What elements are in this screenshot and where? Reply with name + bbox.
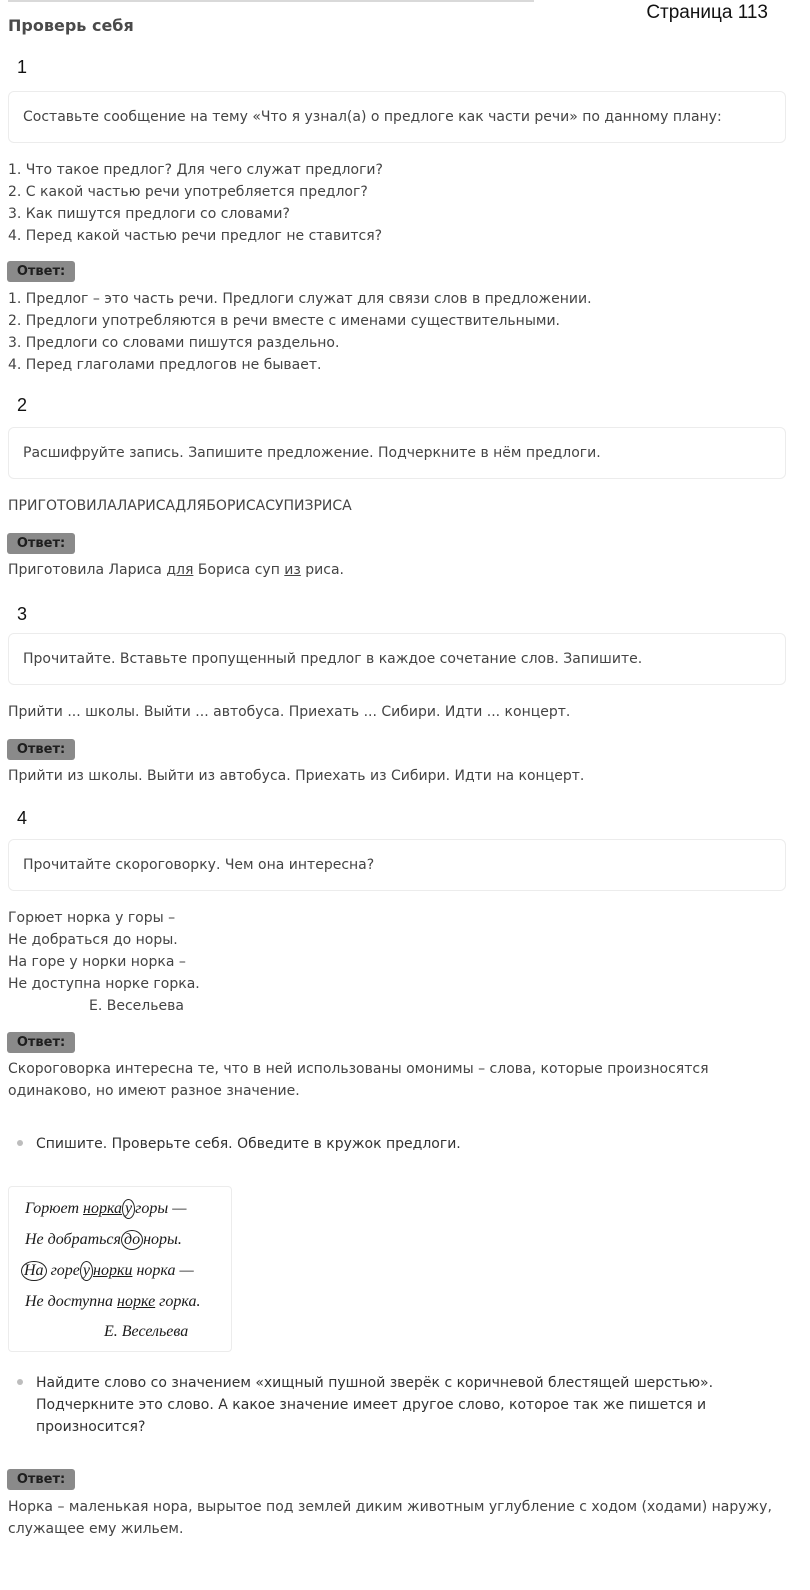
- poem-line-2: Не добраться до норы.: [8, 932, 178, 948]
- poem-answer-line-1: [25, 1199, 186, 1219]
- answer-badge: Ответ:: [7, 1469, 75, 1490]
- poem-word: Горюет: [25, 1200, 83, 1217]
- bullet-2-line-3: произносится?: [36, 1419, 146, 1435]
- answer-badge: Ответ:: [7, 739, 75, 760]
- poem-word: Не доступна: [25, 1293, 118, 1310]
- poem-answer-author: Е. Весельева: [104, 1323, 189, 1340]
- poem-word: Не добраться: [25, 1231, 121, 1248]
- answer-line-3: 3. Предлоги со словами пишутся раздельно.: [8, 335, 340, 351]
- bullet-2-text: [36, 1372, 736, 1438]
- task-1-questions: [8, 159, 383, 247]
- underlined-word: норки: [93, 1262, 133, 1279]
- underlined-word: норке: [117, 1293, 156, 1310]
- task-1-answers: [8, 288, 592, 376]
- poem-answer-line-3: [21, 1261, 194, 1281]
- poem-word: норы.: [143, 1231, 182, 1248]
- poem-line-1: Горюет норка у горы –: [8, 910, 176, 926]
- answer-line-2: одинаково, но имеют разное значение.: [8, 1083, 300, 1099]
- question-3: 3. Как пишутся предлоги со словами?: [8, 206, 290, 222]
- top-divider: [8, 0, 534, 2]
- task-4-poem: [8, 907, 200, 1017]
- answer-line-1: Скороговорка интересна те, что в ней использованы омонимы – слова, которые произносятся: [8, 1061, 709, 1077]
- answer-line-4: 4. Перед глаголами предлогов не бывает.: [8, 357, 322, 373]
- poem-word: норка —: [132, 1262, 194, 1279]
- task-3-number: 3: [17, 604, 28, 624]
- poem-line-3: На горе у норки норка –: [8, 954, 186, 970]
- poem-word: горка.: [155, 1293, 201, 1310]
- final-answer: [8, 1496, 772, 1540]
- task-1-prompt: Составьте сообщение на тему «Что я узнал(а) о предлоге как части речи» по данному плану:: [23, 109, 722, 125]
- bullet-1-text: Спишите. Проверьте себя. Обведите в кружок предлоги.: [36, 1136, 461, 1152]
- poem-answer-line-4: [25, 1293, 201, 1311]
- final-answer-line-1: Норка – маленькая нора, вырытое под землей диким животным углубление с ходом (ходами) наружу,: [8, 1499, 772, 1515]
- task-2-number: 2: [17, 395, 28, 415]
- task-2-card: [8, 427, 786, 479]
- task-4-answer: [8, 1058, 709, 1102]
- answer-text: риса.: [300, 562, 345, 578]
- task-4-card: [8, 839, 786, 891]
- answer-line-1: 1. Предлог – это часть речи. Предлоги служат для связи слов в предложении.: [8, 291, 592, 307]
- circled-preposition: у: [122, 1199, 135, 1219]
- task-3-card: [8, 633, 786, 685]
- task-3-text: Прийти ... школы. Выйти ... автобуса. Приехать ... Сибири. Идти ... концерт.: [8, 704, 571, 720]
- bullet-icon: [17, 1140, 23, 1146]
- task-2-answer: [8, 559, 344, 581]
- poem-answer-line-2: [25, 1230, 182, 1250]
- answer-badge: Ответ:: [7, 1032, 75, 1053]
- poem-word: горе: [46, 1262, 80, 1279]
- underlined-word: норка: [83, 1200, 123, 1217]
- poem-word: горы —: [135, 1200, 187, 1217]
- task-3-prompt: Прочитайте. Вставьте пропущенный предлог в каждое сочетание слов. Запишите.: [23, 651, 643, 667]
- bullet-2-line-1: Найдите слово со значением «хищный пушной зверёк с коричневой блестящей шерстью».: [36, 1375, 714, 1391]
- task-1-card: [8, 91, 786, 143]
- preposition-underlined: из: [284, 562, 301, 578]
- task-2-prompt: Расшифруйте запись. Запишите предложение. Подчеркните в нём предлоги.: [23, 445, 601, 461]
- question-2: 2. С какой частью речи употребляется предлог?: [8, 184, 368, 200]
- task-2-code: ПРИГОТОВИЛАЛАРИСАДЛЯБОРИСАСУПИЗРИСА: [8, 498, 352, 514]
- task-1-number: 1: [17, 57, 28, 77]
- circled-preposition: до: [121, 1230, 143, 1250]
- task-4-number: 4: [17, 808, 28, 828]
- poem-line-4: Не доступна норке горка.: [8, 976, 200, 992]
- section-title: Проверь себя: [8, 16, 134, 35]
- poem-author: Е. Весельева: [89, 998, 184, 1014]
- answer-line-2: 2. Предлоги употребляются в речи вместе с именами существительными.: [8, 313, 561, 329]
- answer-text: Приготовила Лариса: [8, 562, 167, 578]
- question-4: 4. Перед какой частью речи предлог не ставится?: [8, 228, 383, 244]
- task-4-prompt: Прочитайте скороговорку. Чем она интересна?: [23, 857, 375, 873]
- circled-preposition: у: [80, 1261, 93, 1281]
- task-3-answer: Прийти из школы. Выйти из автобуса. Приехать из Сибири. Идти на концерт.: [8, 768, 585, 784]
- answer-badge: Ответ:: [7, 261, 75, 282]
- bullet-2-line-2: Подчеркните это слово. А какое значение имеет другое слово, которое так же пишется и: [36, 1397, 707, 1413]
- poem-answer-image: [8, 1186, 232, 1352]
- answer-badge: Ответ:: [7, 533, 75, 554]
- final-answer-line-2: служащее ему жильем.: [8, 1521, 184, 1537]
- bullet-icon: [17, 1379, 23, 1385]
- question-1: 1. Что такое предлог? Для чего служат предлоги?: [8, 162, 383, 178]
- preposition-underlined: для: [166, 562, 194, 578]
- answer-text: Бориса суп: [193, 562, 285, 578]
- page-number: Страница 113: [646, 2, 768, 23]
- circled-preposition: На: [21, 1261, 47, 1281]
